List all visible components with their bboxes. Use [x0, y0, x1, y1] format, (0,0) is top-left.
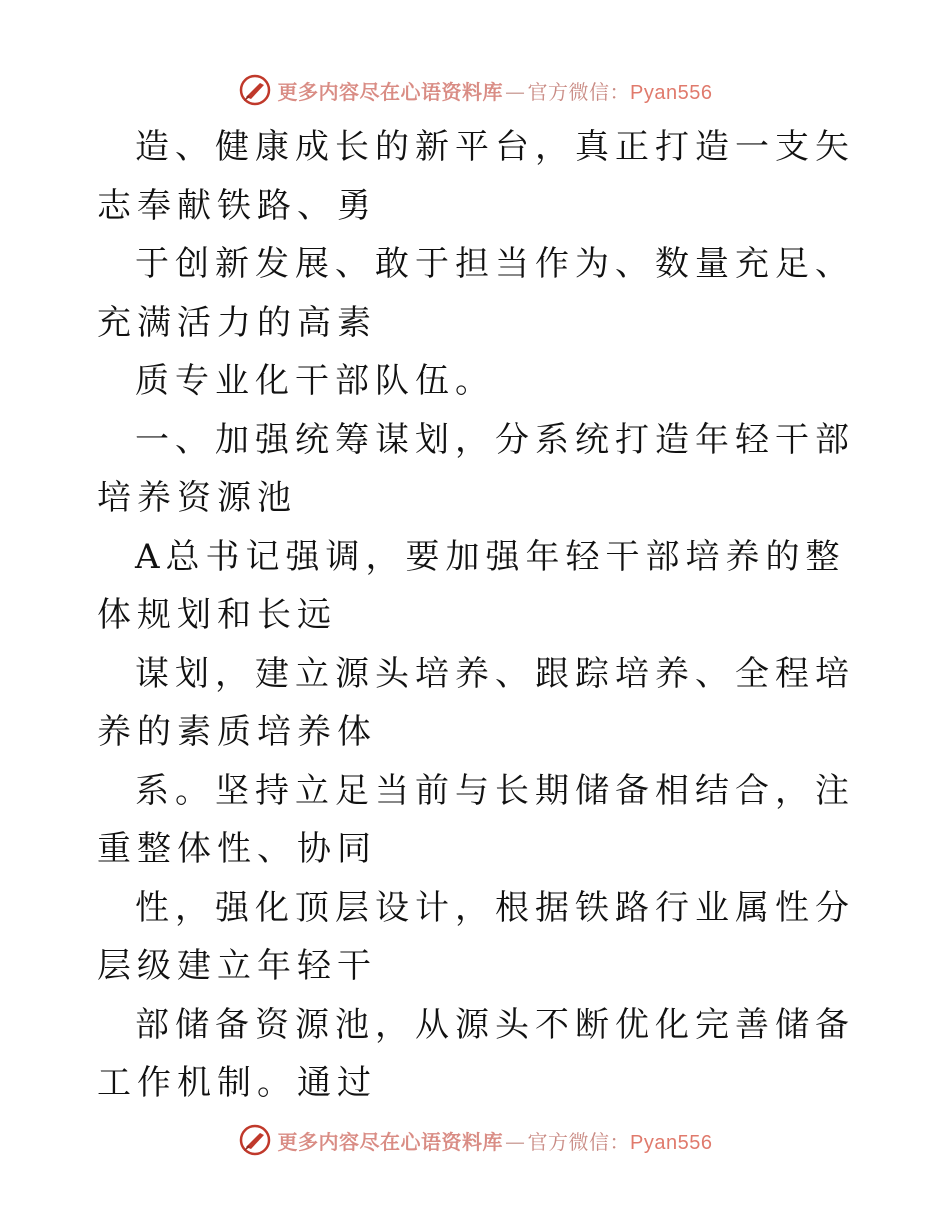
banner-label: 官方微信： [527, 79, 631, 104]
banner-separator: — [505, 1129, 526, 1154]
paragraph: 于创新发展、敢于担当作为、数量充足、充满活力的高素 [97, 244, 855, 343]
paragraph: 系。坚持立足当前与长期储备相结合，注重整体性、协同 [97, 770, 855, 869]
banner-separator: — [505, 79, 526, 104]
pen-logo-icon [238, 73, 272, 107]
banner-label: 官方微信： [527, 1129, 631, 1154]
paragraph: 造、健康成长的新平台，真正打造一支矢志奉献铁路、勇 [97, 127, 855, 226]
footer-banner [0, 1120, 950, 1160]
paragraph: A总书记强调，要加强年轻干部培养的整体规划和长远 [97, 536, 846, 635]
banner-wechat-id: Pyan556 [630, 81, 713, 104]
banner-wechat-id: Pyan556 [630, 1131, 713, 1154]
paragraph: 质专业化干部队伍。 [135, 361, 495, 401]
banner-brand: 更多内容尽在心语资料库 [277, 79, 504, 104]
paragraph: 部储备资源池，从源头不断优化完善储备工作机制。通过 [97, 1004, 855, 1103]
section-heading: 一、加强统筹谋划，分系统打造年轻干部培养资源池 [97, 419, 855, 518]
paragraph: 性，强化顶层设计，根据铁路行业属性分层级建立年轻干 [97, 887, 855, 986]
banner-text [278, 1126, 713, 1155]
header-banner [0, 70, 950, 110]
banner-text [278, 76, 713, 105]
document-body [97, 118, 857, 1113]
pen-logo-icon [238, 1123, 272, 1157]
paragraph: 谋划，建立源头培养、跟踪培养、全程培养的素质培养体 [97, 653, 855, 752]
banner-brand: 更多内容尽在心语资料库 [277, 1129, 504, 1154]
